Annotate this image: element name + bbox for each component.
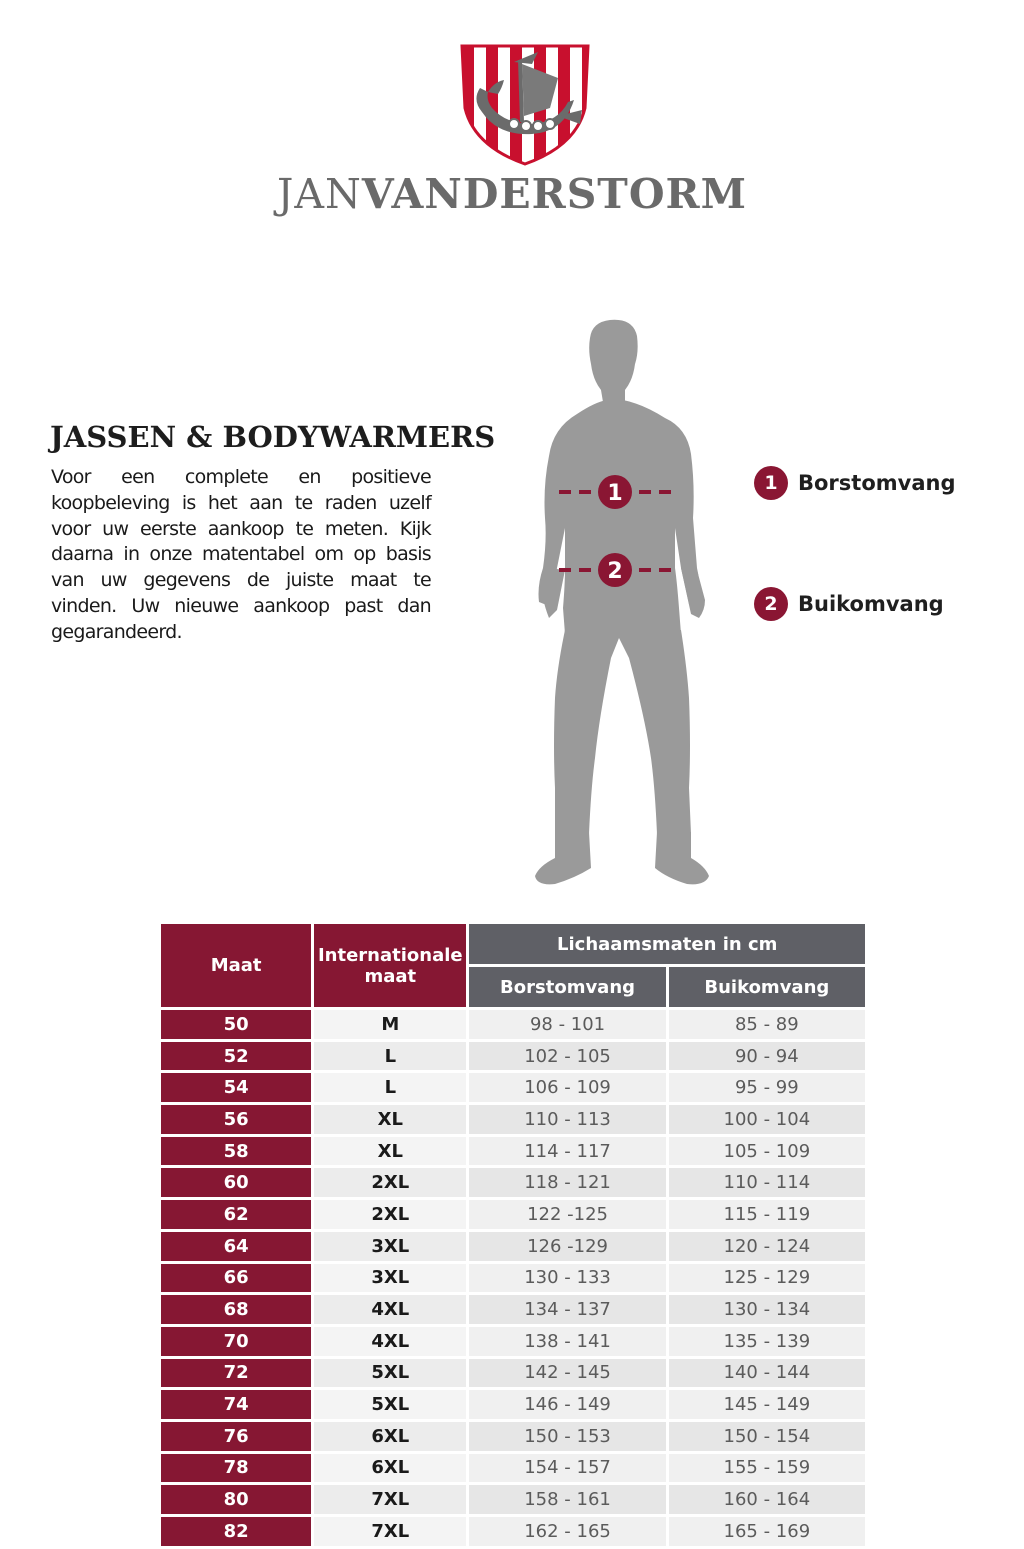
cell-borstomvang: 110 - 113 bbox=[469, 1105, 665, 1134]
cell-maat: 58 bbox=[161, 1137, 311, 1166]
cell-borstomvang: 150 - 153 bbox=[469, 1422, 665, 1451]
table-row bbox=[161, 1105, 865, 1134]
table-row bbox=[161, 1454, 865, 1483]
table-row bbox=[161, 1137, 865, 1166]
cell-borstomvang: 118 - 121 bbox=[469, 1168, 665, 1197]
cell-internationale-maat: 5XL bbox=[314, 1390, 466, 1419]
legend-label-buikomvang: Buikomvang bbox=[798, 592, 944, 616]
cell-maat: 62 bbox=[161, 1200, 311, 1229]
header-lichaamsmaten: Lichaamsmaten in cm bbox=[469, 924, 865, 964]
cell-buikomvang: 100 - 104 bbox=[669, 1105, 865, 1134]
cell-internationale-maat: 4XL bbox=[314, 1295, 466, 1324]
cell-maat: 82 bbox=[161, 1517, 311, 1546]
cell-internationale-maat: M bbox=[314, 1010, 466, 1039]
cell-borstomvang: 162 - 165 bbox=[469, 1517, 665, 1546]
cell-maat: 78 bbox=[161, 1454, 311, 1483]
cell-internationale-maat: L bbox=[314, 1042, 466, 1071]
body-silhouette bbox=[515, 318, 725, 890]
cell-buikomvang: 125 - 129 bbox=[669, 1264, 865, 1293]
cell-buikomvang: 150 - 154 bbox=[669, 1422, 865, 1451]
cell-internationale-maat: 6XL bbox=[314, 1454, 466, 1483]
cell-maat: 72 bbox=[161, 1359, 311, 1388]
section-title: JASSEN & BODYWARMERS bbox=[50, 420, 496, 454]
cell-internationale-maat: 7XL bbox=[314, 1517, 466, 1546]
header-internationale-maat: Internationale maat bbox=[314, 924, 466, 1007]
size-table bbox=[158, 921, 868, 1549]
cell-borstomvang: 98 - 101 bbox=[469, 1010, 665, 1039]
cell-borstomvang: 154 - 157 bbox=[469, 1454, 665, 1483]
cell-internationale-maat: 3XL bbox=[314, 1264, 466, 1293]
legend-number-2: 2 bbox=[754, 587, 788, 621]
table-row bbox=[161, 1359, 865, 1388]
cell-buikomvang: 135 - 139 bbox=[669, 1327, 865, 1356]
table-row bbox=[161, 1010, 865, 1039]
legend-item-borstomvang bbox=[754, 466, 955, 500]
cell-borstomvang: 114 - 117 bbox=[469, 1137, 665, 1166]
cell-maat: 76 bbox=[161, 1422, 311, 1451]
table-row bbox=[161, 1042, 865, 1071]
cell-borstomvang: 122 -125 bbox=[469, 1200, 665, 1229]
cell-internationale-maat: 2XL bbox=[314, 1200, 466, 1229]
cell-maat: 70 bbox=[161, 1327, 311, 1356]
cell-borstomvang: 130 - 133 bbox=[469, 1264, 665, 1293]
cell-buikomvang: 120 - 124 bbox=[669, 1232, 865, 1261]
marker-2: 2 bbox=[607, 559, 623, 584]
cell-borstomvang: 142 - 145 bbox=[469, 1359, 665, 1388]
cell-maat: 74 bbox=[161, 1390, 311, 1419]
table-row bbox=[161, 1168, 865, 1197]
header-borstomvang: Borstomvang bbox=[469, 967, 665, 1007]
cell-borstomvang: 102 - 105 bbox=[469, 1042, 665, 1071]
cell-maat: 66 bbox=[161, 1264, 311, 1293]
brand-part-2: VANDERSTORM bbox=[361, 170, 747, 218]
cell-buikomvang: 95 - 99 bbox=[669, 1073, 865, 1102]
cell-buikomvang: 155 - 159 bbox=[669, 1454, 865, 1483]
table-row bbox=[161, 1390, 865, 1419]
cell-internationale-maat: L bbox=[314, 1073, 466, 1102]
table-row bbox=[161, 1327, 865, 1356]
cell-buikomvang: 140 - 144 bbox=[669, 1359, 865, 1388]
cell-buikomvang: 145 - 149 bbox=[669, 1390, 865, 1419]
cell-internationale-maat: 4XL bbox=[314, 1327, 466, 1356]
table-row bbox=[161, 1200, 865, 1229]
viking-ship-shield-icon bbox=[458, 38, 592, 168]
cell-maat: 60 bbox=[161, 1168, 311, 1197]
intro-text: Voor een complete en positieve koopbeleving is het aan te raden uzelf voor uw eerste aankoop te meten. Kijk daarna in onze matentabel om op basis van uw gegevens de juiste maat te vinden. Uw nieuwe aankoop past dan gegarandeerd. bbox=[51, 466, 431, 643]
brand-part-1: JAN bbox=[276, 170, 362, 218]
cell-buikomvang: 115 - 119 bbox=[669, 1200, 865, 1229]
cell-maat: 56 bbox=[161, 1105, 311, 1134]
header-maat: Maat bbox=[161, 924, 311, 1007]
cell-buikomvang: 85 - 89 bbox=[669, 1010, 865, 1039]
cell-internationale-maat: XL bbox=[314, 1137, 466, 1166]
table-row bbox=[161, 1517, 865, 1546]
cell-internationale-maat: 7XL bbox=[314, 1485, 466, 1514]
cell-internationale-maat: 5XL bbox=[314, 1359, 466, 1388]
table-row bbox=[161, 1073, 865, 1102]
cell-internationale-maat: 2XL bbox=[314, 1168, 466, 1197]
cell-internationale-maat: 3XL bbox=[314, 1232, 466, 1261]
cell-borstomvang: 146 - 149 bbox=[469, 1390, 665, 1419]
cell-buikomvang: 130 - 134 bbox=[669, 1295, 865, 1324]
cell-maat: 54 bbox=[161, 1073, 311, 1102]
cell-buikomvang: 105 - 109 bbox=[669, 1137, 865, 1166]
cell-maat: 80 bbox=[161, 1485, 311, 1514]
cell-buikomvang: 110 - 114 bbox=[669, 1168, 865, 1197]
cell-maat: 50 bbox=[161, 1010, 311, 1039]
cell-buikomvang: 160 - 164 bbox=[669, 1485, 865, 1514]
cell-internationale-maat: XL bbox=[314, 1105, 466, 1134]
cell-borstomvang: 126 -129 bbox=[469, 1232, 665, 1261]
header-buikomvang: Buikomvang bbox=[669, 967, 865, 1007]
cell-borstomvang: 106 - 109 bbox=[469, 1073, 665, 1102]
legend-item-buikomvang bbox=[754, 587, 944, 621]
cell-maat: 68 bbox=[161, 1295, 311, 1324]
cell-buikomvang: 90 - 94 bbox=[669, 1042, 865, 1071]
cell-buikomvang: 165 - 169 bbox=[669, 1517, 865, 1546]
legend-number-1: 1 bbox=[754, 466, 788, 500]
cell-borstomvang: 158 - 161 bbox=[469, 1485, 665, 1514]
cell-maat: 52 bbox=[161, 1042, 311, 1071]
cell-borstomvang: 134 - 137 bbox=[469, 1295, 665, 1324]
table-row bbox=[161, 1264, 865, 1293]
table-row bbox=[161, 1422, 865, 1451]
cell-maat: 64 bbox=[161, 1232, 311, 1261]
legend-label-borstomvang: Borstomvang bbox=[798, 471, 956, 495]
cell-borstomvang: 138 - 141 bbox=[469, 1327, 665, 1356]
table-row bbox=[161, 1295, 865, 1324]
marker-1: 1 bbox=[607, 481, 623, 506]
cell-internationale-maat: 6XL bbox=[314, 1422, 466, 1451]
table-row bbox=[161, 1485, 865, 1514]
table-row bbox=[161, 1232, 865, 1261]
brand-wordmark bbox=[0, 168, 1024, 220]
